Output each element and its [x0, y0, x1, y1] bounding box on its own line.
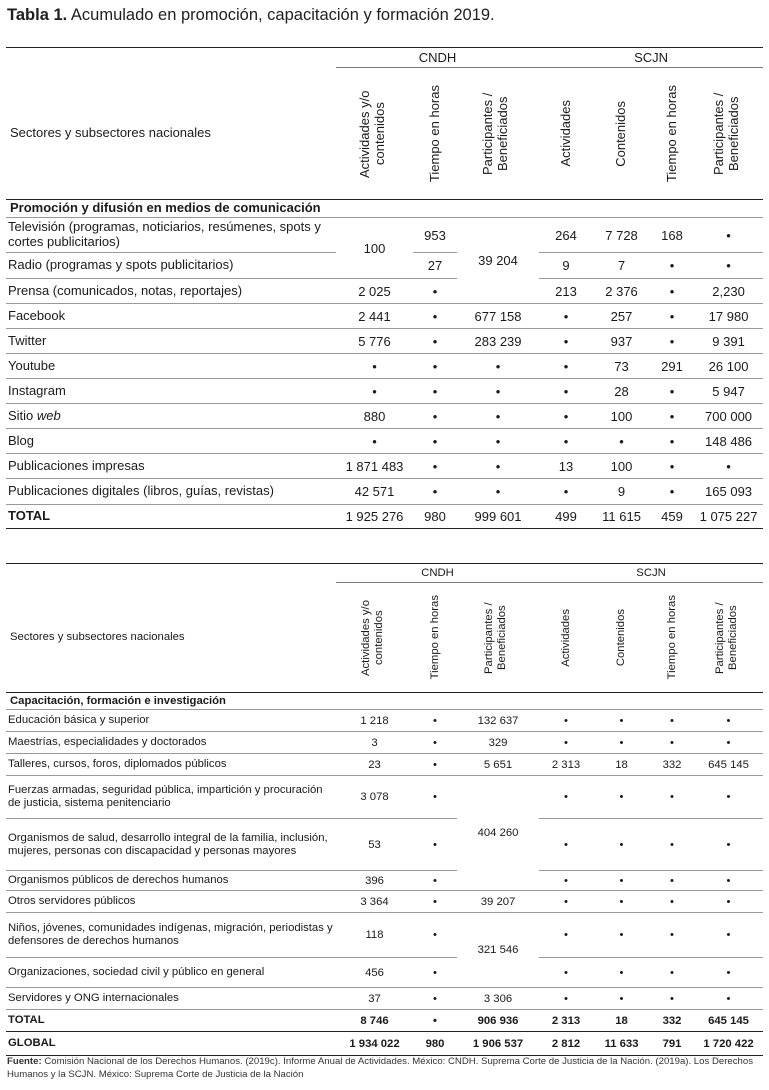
cell: 880 [363, 408, 386, 424]
cell: • [372, 358, 377, 374]
cell: 53 [368, 838, 381, 851]
cell: 980 [424, 509, 446, 524]
cell: • [726, 895, 731, 908]
cell: 332 [662, 758, 682, 771]
table-row [6, 279, 763, 304]
cell: 42 571 [354, 484, 395, 499]
row-label: Radio (programas y spots publicitarios) [8, 257, 234, 273]
table-row [6, 329, 763, 354]
cell: 148 486 [705, 433, 753, 449]
cell: • [432, 333, 438, 349]
cell: • [670, 838, 675, 851]
cell: • [726, 874, 731, 887]
table-number: Tabla 1. [7, 6, 68, 24]
table-row [6, 776, 763, 819]
cell: • [495, 358, 501, 374]
cell: • [669, 333, 675, 349]
cell: 953 [424, 227, 446, 243]
cell: • [619, 992, 624, 1005]
cell: 26 100 [708, 358, 749, 374]
cell: • [669, 308, 675, 324]
cell: 118 [365, 929, 384, 941]
cell: • [619, 929, 624, 941]
cell: • [433, 838, 437, 851]
cell: • [563, 358, 569, 374]
cell: 1 871 483 [345, 458, 404, 474]
table-row [6, 404, 763, 429]
cell: 459 [661, 509, 683, 524]
section-row [6, 693, 763, 710]
table-capacitacion [6, 563, 763, 1056]
cell: 2 812 [551, 1037, 581, 1050]
cell: • [564, 929, 569, 941]
section-title: Promoción y difusión en medios de comunicación [10, 200, 321, 216]
total-row [6, 1010, 763, 1032]
cell: • [619, 736, 624, 749]
table-row [6, 379, 763, 404]
cell: 27 [427, 258, 443, 273]
cell: • [372, 383, 377, 399]
cell: • [670, 736, 675, 749]
cell: • [726, 736, 731, 749]
table-row [6, 429, 763, 454]
cell: • [669, 258, 675, 273]
col-contenidos: Contenidos [615, 608, 628, 667]
cell: 168 [661, 227, 683, 243]
col-actividades-contenidos: Actividades y/o contenidos [356, 89, 387, 178]
cell: 5 776 [358, 333, 391, 349]
table-row [6, 479, 763, 505]
row-label: Otros servidores públicos [8, 895, 136, 907]
cell: 3 [371, 736, 378, 749]
cell: • [433, 714, 437, 727]
row-label: Publicaciones digitales (libros, guías, revistas) [8, 483, 274, 499]
cell: • [563, 433, 569, 449]
col-participantes-scjn: Participantes / Beneficiados [713, 601, 739, 674]
col-tiempo-horas-scjn: Tiempo en horas [665, 595, 678, 680]
row-label: Youtube [8, 357, 56, 373]
section-title: Capacitación, formación e investigación [10, 694, 226, 707]
col-actividades-contenidos: Actividades y/o contenidos [359, 599, 385, 676]
row-label: Maestrías, especialidades y doctorados [8, 736, 207, 748]
col-actividades: Actividades [557, 100, 573, 167]
cell: • [433, 895, 437, 908]
cell: 39 204 [478, 253, 518, 268]
cell: 2 313 [551, 1014, 581, 1027]
cell: 9 [617, 484, 626, 499]
group-cndh: CNDH [336, 48, 539, 68]
cell: • [433, 874, 437, 887]
cell: • [670, 714, 675, 727]
cell: 28 [614, 383, 629, 399]
col-participantes: Participantes / Beneficiados [480, 92, 510, 175]
cell: 37 [368, 992, 381, 1005]
cell: • [564, 895, 569, 908]
cell: • [563, 408, 569, 424]
table-row [6, 958, 763, 988]
section-row [6, 200, 763, 218]
cell: 11 615 [602, 509, 641, 524]
cell: • [564, 966, 569, 979]
cell: 2 025 [358, 283, 391, 299]
cell: 499 [555, 509, 577, 524]
cell: • [726, 458, 731, 474]
row-label-text: Sitio [8, 407, 37, 423]
group-cndh: CNDH [336, 564, 539, 583]
row-label: Facebook [8, 307, 66, 323]
cell: • [726, 258, 731, 273]
cell: 165 093 [705, 484, 753, 499]
cell: • [432, 433, 438, 449]
cell: 999 601 [474, 509, 522, 524]
cell: 39 207 [480, 895, 516, 908]
cell: 2 376 [605, 283, 638, 299]
cell: • [669, 283, 675, 299]
cell: 13 [558, 458, 574, 474]
cell: • [433, 929, 437, 941]
row-label: Blog [8, 432, 35, 448]
total-label: TOTAL [8, 508, 51, 524]
cell: • [563, 333, 569, 349]
cell: 329 [488, 736, 508, 749]
cell: • [619, 838, 624, 851]
cell: • [619, 874, 624, 887]
col-tiempo-horas: Tiempo en horas [426, 84, 442, 183]
cell: • [564, 874, 569, 887]
cell: 132 637 [477, 714, 519, 727]
cell: • [670, 929, 675, 941]
cell: 3 364 [360, 895, 389, 908]
table-row [6, 354, 763, 379]
cell: 7 [617, 258, 626, 273]
cell: 17 980 [708, 308, 749, 324]
source-label: Fuente: [7, 1056, 42, 1067]
cell: • [670, 791, 675, 803]
cell: • [564, 992, 569, 1005]
cell: 264 [555, 227, 577, 243]
header-groups [6, 48, 763, 68]
cell: 645 145 [708, 758, 749, 771]
row-header: Sectores y subsectores nacionales [10, 630, 185, 643]
table-row [6, 710, 763, 732]
cell: 404 260 [477, 827, 519, 839]
source-note [7, 1056, 769, 1082]
table-row [6, 913, 763, 958]
cell: • [564, 714, 569, 727]
col-tiempo-horas: Tiempo en horas [428, 595, 441, 680]
cell: • [726, 992, 731, 1005]
cell: • [495, 458, 501, 474]
cell: • [495, 484, 501, 499]
cell: 677 158 [474, 308, 522, 324]
cell: • [432, 358, 438, 374]
cell: • [495, 433, 501, 449]
row-label: Servidores y ONG internacionales [8, 992, 179, 1004]
cell: 645 145 [708, 1014, 749, 1027]
cell: 332 [662, 1014, 682, 1027]
row-label: Twitter [8, 332, 47, 348]
col-participantes: Participantes / Beneficiados [483, 601, 508, 674]
cell: • [619, 791, 624, 803]
table-row [6, 754, 763, 776]
cell: 791 [662, 1037, 682, 1050]
row-label: Publicaciones impresas [8, 457, 145, 473]
source-text: Comisión Nacional de los Derechos Humanos. (2019c). Informe Anual de Actividades. México: CNDH. Suprema Corte de Justicia de la Nación. (2019a). Los Derechos Humanos y la SCJN. México: Suprema Corte de Justicia de la Nación [7, 1056, 754, 1080]
table-row [6, 988, 763, 1010]
cell: • [432, 408, 438, 424]
cell: • [669, 433, 675, 449]
cell: 257 [610, 308, 633, 324]
cell: 980 [425, 1037, 445, 1050]
cell: 9 [562, 258, 570, 273]
row-header: Sectores y subsectores nacionales [10, 124, 211, 140]
table-row [6, 732, 763, 754]
cell: • [726, 714, 731, 727]
row-label: Prensa (comunicados, notas, reportajes) [8, 282, 243, 298]
cell: • [726, 791, 731, 803]
cell: • [495, 383, 501, 399]
cell: 100 [610, 408, 633, 424]
table-row [6, 454, 763, 479]
row-label: Fuerzas armadas, seguridad pública, impartición y procuración de justicia, sistema penitenciario [8, 784, 323, 809]
header-groups [6, 564, 763, 583]
cell: • [619, 895, 624, 908]
table-row [6, 304, 763, 329]
cell: 23 [368, 758, 381, 771]
table-title [7, 6, 495, 25]
cell: 291 [661, 358, 683, 374]
cell: • [433, 992, 437, 1005]
header-columns [6, 68, 763, 200]
cell: 937 [610, 333, 633, 349]
cell: • [619, 433, 624, 449]
cell: 906 936 [477, 1014, 519, 1027]
cell: • [563, 308, 569, 324]
cell: 18 [615, 1014, 628, 1027]
row-label: Educación básica y superior [8, 714, 150, 726]
cell: 2 441 [358, 308, 391, 324]
cell: • [670, 895, 675, 908]
table-row [6, 819, 763, 871]
group-scjn: SCJN [539, 564, 763, 583]
cell: • [563, 383, 569, 399]
cell: • [726, 929, 731, 941]
row-label: Niños, jóvenes, comunidades indígenas, migración, periodistas y defensores de derechos humanos [8, 922, 333, 947]
cell: • [433, 736, 437, 749]
row-label: Instagram [8, 382, 66, 398]
cell: • [433, 1014, 437, 1027]
table-row [6, 871, 763, 891]
cell: • [564, 736, 569, 749]
cell: 1 720 422 [703, 1037, 754, 1050]
cell: 1 906 537 [472, 1037, 524, 1050]
cell: • [563, 484, 569, 499]
cell: 3 306 [483, 992, 513, 1005]
cell: • [619, 966, 624, 979]
cell: 1 075 227 [699, 509, 758, 524]
cell: 18 [615, 758, 628, 771]
cell: 5 651 [483, 758, 513, 771]
row-label: Televisión (programas, noticiarios, resúmenes, spots y cortes publicitarios) [8, 219, 321, 249]
cell: • [726, 838, 731, 851]
cell: • [495, 408, 501, 424]
cell: 2,230 [712, 283, 745, 299]
row-label-italic: web [36, 407, 61, 423]
cell: 456 [365, 966, 384, 979]
cell: 396 [365, 874, 384, 887]
cell: • [669, 484, 675, 499]
cell: 9 391 [712, 333, 745, 349]
cell: 213 [555, 283, 577, 299]
cell: • [669, 408, 675, 424]
table-row [6, 891, 763, 913]
cell: • [726, 966, 731, 979]
row-label: Organizaciones, sociedad civil y público en general [8, 966, 265, 978]
cell: 73 [614, 358, 629, 374]
cell: • [670, 874, 675, 887]
cell: 5 947 [712, 383, 745, 399]
cell: 7 728 [605, 227, 638, 243]
cell: • [564, 791, 569, 803]
col-contenidos: Contenidos [613, 100, 629, 167]
table-promocion [6, 47, 763, 529]
cell: 11 633 [604, 1037, 639, 1050]
col-participantes-scjn: Participantes / Beneficiados [710, 92, 741, 175]
cell: 321 546 [477, 944, 519, 956]
cell: • [564, 838, 569, 851]
cell: • [432, 458, 438, 474]
global-label: GLOBAL [8, 1037, 56, 1049]
cell: • [670, 992, 675, 1005]
cell: • [670, 966, 675, 979]
cell: 100 [363, 240, 386, 256]
total-row [6, 505, 763, 529]
cell: 1 218 [360, 714, 389, 727]
cell: 700 000 [705, 408, 753, 424]
col-tiempo-horas-scjn: Tiempo en horas [663, 84, 679, 183]
cell: 283 239 [474, 333, 522, 349]
cell: • [619, 714, 624, 727]
row-label: Organismos públicos de derechos humanos [8, 874, 229, 886]
cell: 3 078 [360, 791, 389, 803]
group-scjn: SCJN [539, 48, 763, 68]
cell: • [432, 308, 438, 324]
header-columns [6, 583, 763, 693]
cell: • [432, 383, 438, 399]
cell: 1 925 276 [345, 509, 404, 524]
cell: • [432, 283, 438, 299]
cell: • [433, 966, 437, 979]
global-row [6, 1032, 763, 1056]
col-actividades: Actividades [559, 608, 572, 667]
cell: • [726, 227, 731, 243]
cell: • [433, 791, 437, 803]
cell: 2 313 [551, 758, 581, 771]
table-caption: Acumulado en promoción, capacitación y formación 2019. [70, 6, 495, 24]
total-label: TOTAL [8, 1014, 45, 1026]
row-label: Organismos de salud, desarrollo integral de la familia, inclusión, mujeres, personas con discapacidad y personas mayores [8, 831, 328, 857]
cell: 1 934 022 [349, 1037, 400, 1050]
cell: • [433, 758, 437, 771]
row-label [6, 404, 336, 429]
cell: 100 [610, 458, 633, 474]
cell: 8 746 [360, 1014, 389, 1027]
cell: • [669, 383, 675, 399]
cell: • [372, 433, 377, 449]
row-label: Talleres, cursos, foros, diplomados públicos [8, 758, 227, 770]
cell: • [432, 484, 438, 499]
table-row [6, 218, 763, 253]
cell: • [669, 458, 675, 474]
